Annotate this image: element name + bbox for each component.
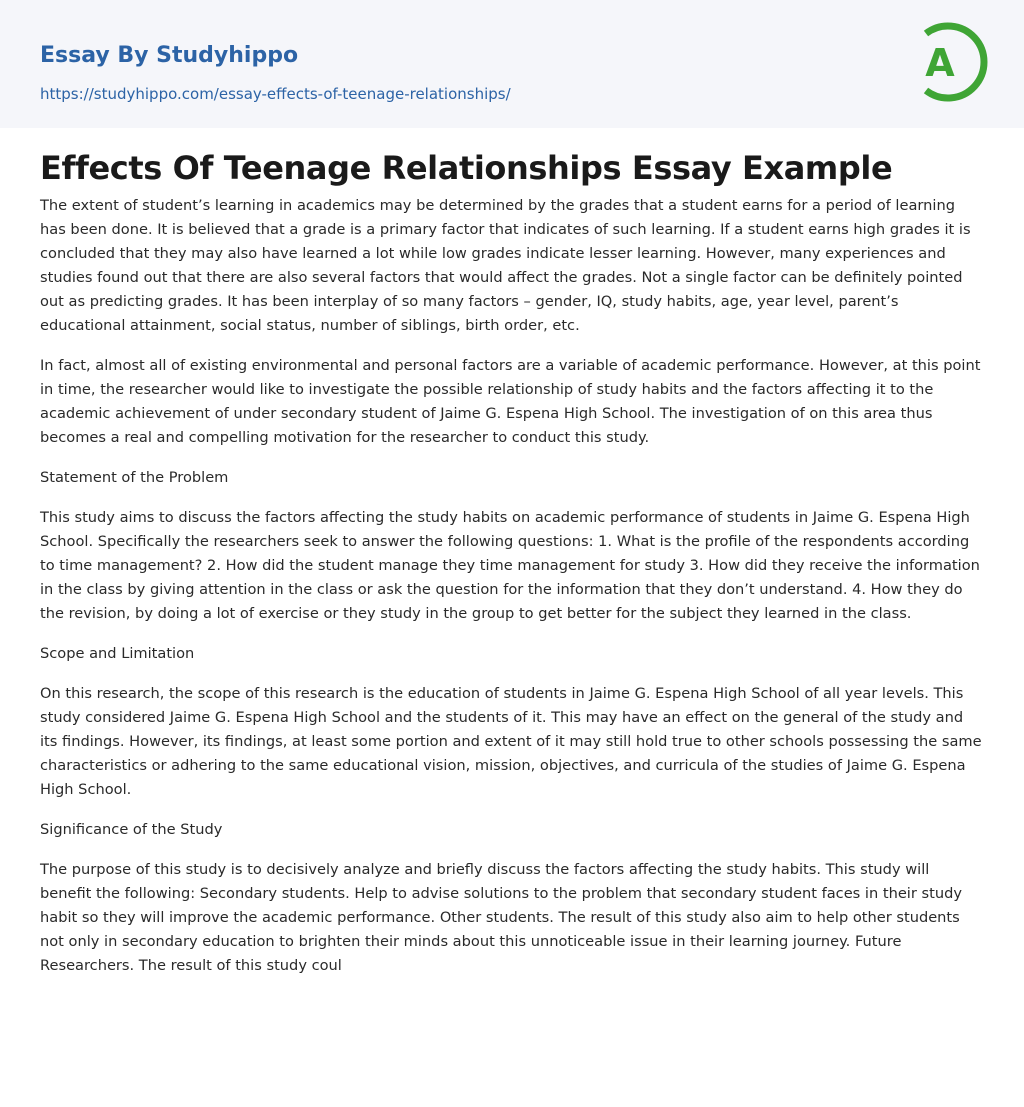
essay-title: Effects Of Teenage Relationships Essay Example xyxy=(40,149,893,187)
logo-letter: A xyxy=(925,41,955,85)
essay-body xyxy=(40,194,984,978)
section-heading-scope: Scope and Limitation xyxy=(40,645,195,662)
section-heading-significance: Significance of the Study xyxy=(40,821,223,838)
section-heading-statement: Statement of the Problem xyxy=(40,469,229,486)
studyhippo-logo-icon[interactable] xyxy=(912,18,988,106)
paragraph-scope: On this research, the scope of this research is the education of students in Jaime G. Espena High School of all year levels. This study considered Jaime G. Espena High School and the students of it. This may have an effect on the general of the study and its findings. However, its findings, at least some portion and extent of it may still hold true to other schools possessing the same characteristics or adhering to the same educational vision, mission, objectives, and curricula of the studies of Jaime G. Espena High School. xyxy=(40,685,982,798)
paragraph-significance: The purpose of this study is to decisively analyze and briefly discuss the factors affecting the study habits. This study will benefit the following: Secondary students. Help to advise solutions to the problem that secondary student faces in their study habit so they will improve the academic performance. Other students. The result of this study also aim to help other students not only in secondary education to brighten their minds about this unnoticeable issue in their learning journey. Future Researchers. The result of this study coul xyxy=(40,861,962,974)
essay-url-link[interactable]: https://studyhippo.com/essay-effects-of-teenage-relationships/ xyxy=(40,85,511,103)
paragraph-intro: The extent of student’s learning in academics may be determined by the grades that a student earns for a period of learning has been done. It is believed that a grade is a primary factor that indicates of such learning. If a student earns high grades it is concluded that they may also have learned a lot while low grades indicate lesser learning. However, many experiences and studies found out that there are also several factors that would affect the grades. Not a single factor can be definitely pointed out as predicting grades. It has been interplay of so many factors – gender, IQ, study habits, age, year level, parent’s educational attainment, social status, number of siblings, birth order, etc. xyxy=(40,197,971,334)
paragraph-factors: In fact, almost all of existing environmental and personal factors are a variable of academic performance. However, at this point in time, the researcher would like to investigate the possible relationship of study habits and the factors affecting it to the academic achievement of under secondary student of Jaime G. Espena High School. The investigation of on this area thus becomes a real and compelling motivation for the researcher to conduct this study. xyxy=(40,357,981,446)
site-brand: Essay By Studyhippo xyxy=(40,43,299,68)
site-header xyxy=(0,0,1024,128)
essay-content xyxy=(40,146,984,994)
paragraph-statement: This study aims to discuss the factors affecting the study habits on academic performance of students in Jaime G. Espena High School. Specifically the researchers seek to answer the following questions: 1. What is the profile of the respondents according to time management? 2. How did the student manage they time management for study 3. How did they receive the information in the class by giving attention in the class or ask the question for the information that they don’t understand. 4. How they do the revision, by doing a lot of exercise or they study in the group to get better for the subject they learned in the class. xyxy=(40,509,980,622)
